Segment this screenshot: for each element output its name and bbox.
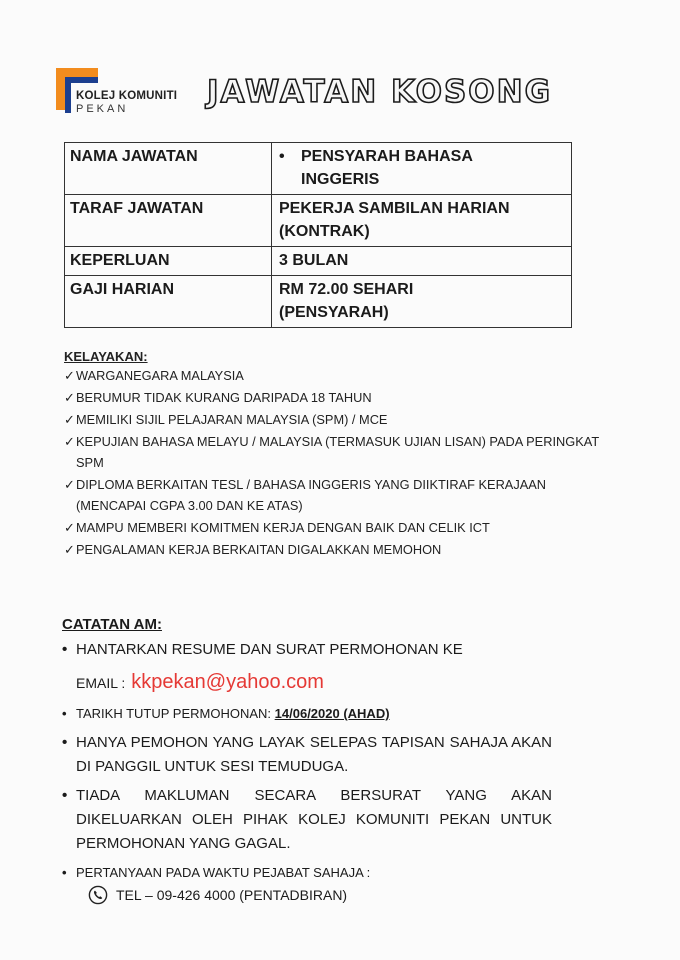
bullet-icon: • (62, 734, 68, 751)
bullet-icon: • (62, 787, 68, 804)
qualifications-section (64, 349, 624, 561)
shortlist-note: HANYA PEMOHON YANG LAYAK SELEPAS TAPISAN SAHAJA AKAN DI PANGGIL UNTUK SESI TEMUDUGA. (76, 734, 552, 775)
bullet-icon: • (62, 641, 68, 658)
check-icon: ✓ (64, 542, 75, 557)
job-info-table (64, 142, 572, 328)
table-row (65, 276, 572, 328)
check-icon: ✓ (64, 477, 75, 492)
list-item: ✓ KEPUJIAN BAHASA MELAYU / MALAYSIA (TERMASUK UJIAN LISAN) PADA PERINGKAT SPM (64, 431, 624, 473)
list-item: ✓ MAMPU MEMBERI KOMITMEN KERJA DENGAN BAIK DAN CELIK ICT (64, 517, 624, 538)
college-logo (52, 66, 192, 126)
table-row (65, 143, 572, 195)
bullet-icon: • (62, 865, 67, 880)
email-label: EMAIL : (76, 675, 126, 691)
closing-date-label: TARIKH TUTUP PERMOHONAN: (76, 706, 272, 721)
list-item (62, 784, 552, 856)
logo-text-line2: PEKAN (76, 103, 129, 115)
list-item (62, 861, 552, 885)
requirement-value: 3 BULAN (272, 247, 572, 276)
email-address[interactable]: kkpekan@yahoo.com (131, 671, 324, 693)
qualifications-heading: KELAYAKAN: (64, 349, 148, 364)
check-icon: ✓ (64, 390, 75, 405)
job-title-value: PENSYARAH BAHASA INGGERIS (301, 148, 473, 188)
list-item: ✓ PENGALAMAN KERJA BERKAITAN DIGALAKKAN MEMOHON (64, 539, 624, 560)
general-notes-section (62, 614, 552, 905)
daily-wage-value: RM 72.00 SEHARI (PENSYARAH) (272, 276, 572, 328)
check-icon: ✓ (64, 412, 75, 427)
list-item: ✓ DIPLOMA BERKAITAN TESL / BAHASA INGGERIS YANG DIIKTIRAF KERAJAAN (MENCAPAI CGPA 3.00 DAN KE ATAS) (64, 474, 624, 516)
job-title-value-cell (272, 143, 572, 195)
telephone-number[interactable]: TEL – 09-426 4000 (PENTADBIRAN) (116, 887, 348, 903)
general-notes-heading: CATATAN AM: (62, 616, 162, 633)
bullet-icon: • (62, 706, 67, 721)
enquiry-note: PERTANYAAN PADA WAKTU PEJABAT SAHAJA : (76, 865, 371, 880)
list-item (62, 731, 552, 779)
telephone-line (88, 885, 552, 905)
page-title: JAWATAN KOSONG (207, 74, 553, 110)
logo-text-line1: KOLEJ KOMUNITI (76, 90, 178, 102)
list-item (62, 638, 552, 662)
list-item: ✓ BERUMUR TIDAK KURANG DARIPADA 18 TAHUN (64, 387, 624, 408)
phone-icon (88, 885, 108, 905)
job-title-label: NAMA JAWATAN (65, 143, 272, 195)
check-icon: ✓ (64, 368, 75, 383)
table-row (65, 195, 572, 247)
send-resume-text: HANTARKAN RESUME DAN SURAT PERMOHONAN KE (76, 641, 463, 658)
bullet-icon: • (279, 148, 285, 165)
list-item: ✓ MEMILIKI SIJIL PELAJARAN MALAYSIA (SPM) / MCE (64, 409, 624, 430)
list-item (62, 702, 552, 726)
requirement-label: KEPERLUAN (65, 247, 272, 276)
email-line (76, 667, 552, 698)
list-item: ✓ WARGANEGARA MALAYSIA (64, 365, 624, 386)
job-status-value: PEKERJA SAMBILAN HARIAN (KONTRAK) (272, 195, 572, 247)
no-notice-note: TIADA MAKLUMAN SECARA BERSURAT YANG AKAN DIKELUARKAN OLEH PIHAK KOLEJ KOMUNITI PEKAN UNTUK PERMOHONAN YANG GAGAL. (76, 787, 552, 852)
table-row (65, 247, 572, 276)
check-icon: ✓ (64, 434, 75, 449)
closing-date: 14/06/2020 (AHAD) (274, 706, 390, 721)
job-status-label: TARAF JAWATAN (65, 195, 272, 247)
daily-wage-label: GAJI HARIAN (65, 276, 272, 328)
check-icon: ✓ (64, 520, 75, 535)
